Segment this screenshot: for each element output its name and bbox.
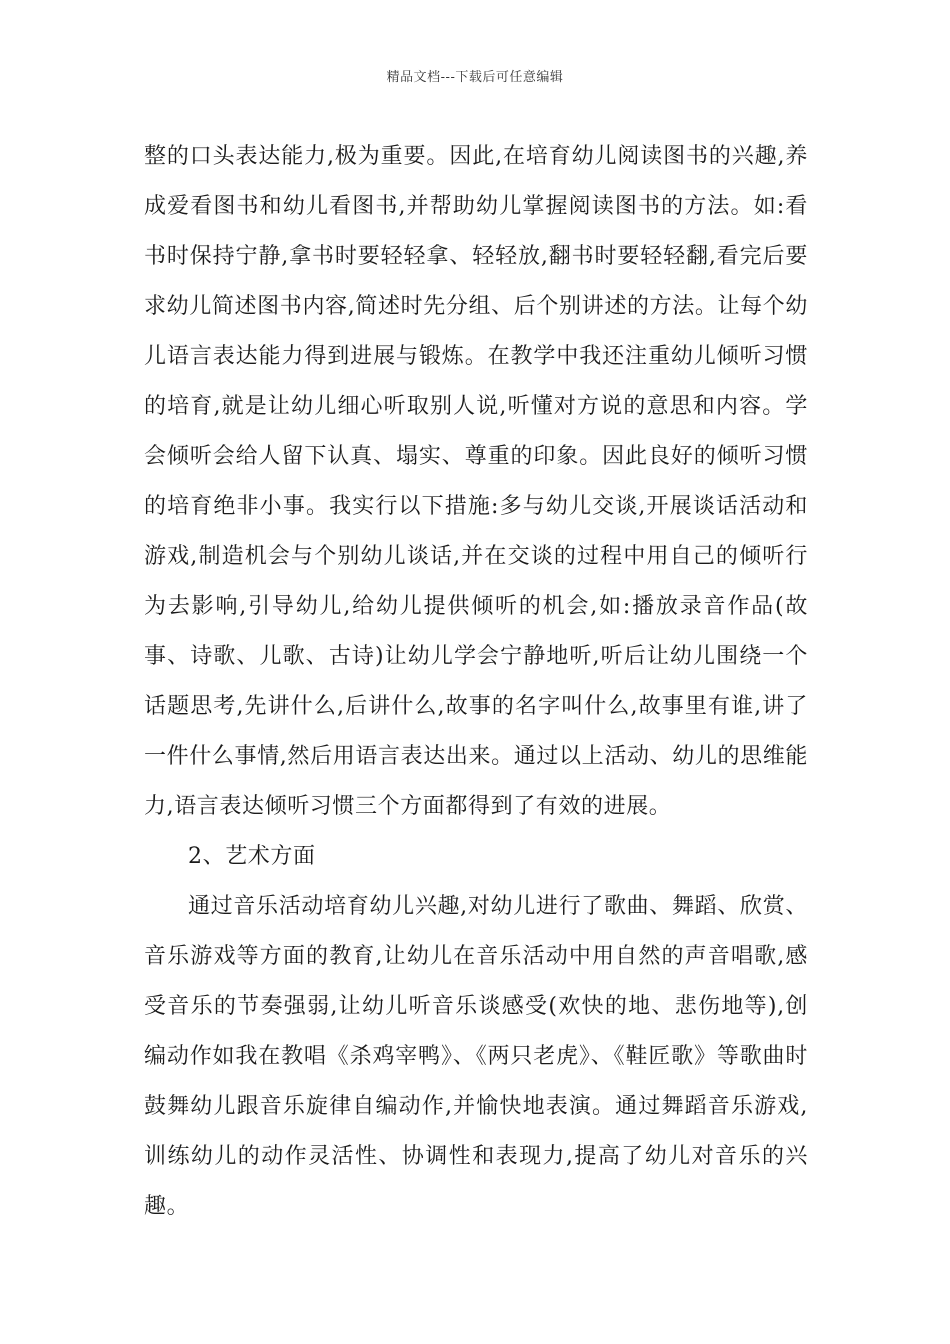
- section-heading-art: 2、艺术方面: [188, 844, 316, 869]
- paragraph-continuation: 整的口头表达能力,极为重要。因此,在培育幼儿阅读图书的兴趣,养成爱看图书和幼儿看图书,并帮助幼儿掌握阅读图书的方法。如:看书时保持宁静,拿书时要轻轻拿、轻轻放,翻书时要轻轻翻,看完后要求幼儿简述图书内容,简述时先分组、后个别讲述的方法。让每个幼儿语言表达能力得到进展与锻炼。在教学中我还注重幼儿倾听习惯的培育,就是让幼儿细心听取别人说,听懂对方说的意思和内容。学会倾听会给人留下认真、塌实、尊重的印象。因此良好的倾听习惯的培育绝非小事。我实行以下措施:多与幼儿交谈,开展谈话活动和游戏,制造机会与个别幼儿谈话,并在交谈的过程中用自己的倾听行为去影响,引导幼儿,给幼儿提供倾听的机会,如:播放录音作品(故事、诗歌、儿歌、古诗)让幼儿学会宁静地听,听后让幼儿围绕一个话题思考,先讲什么,后讲什么,故事的名字叫什么,故事里有谁,讲了一件什么事情,然后用语言表达出来。通过以上活动、幼儿的思维能力,语言表达倾听习惯三个方面都得到了有效的进展。: [144, 144, 808, 819]
- page-header: 精品文档---下载后可任意编辑: [386, 70, 564, 85]
- paragraph-art: 通过音乐活动培育幼儿兴趣,对幼儿进行了歌曲、舞蹈、欣赏、音乐游戏等方面的教育,让幼儿在音乐活动中用自然的声音唱歌,感受音乐的节奏强弱,让幼儿听音乐谈感受(欢快的地、悲伤地等),创编动作如我在教唱《杀鸡宰鸭》、《两只老虎》、《鞋匠歌》等歌曲时鼓舞幼儿跟音乐旋律自编动作,并愉快地表演。通过舞蹈音乐游戏,训练幼儿的动作灵活性、协调性和表现力,提高了幼儿对音乐的兴趣。: [144, 894, 808, 1219]
- document-body: [144, 132, 808, 1232]
